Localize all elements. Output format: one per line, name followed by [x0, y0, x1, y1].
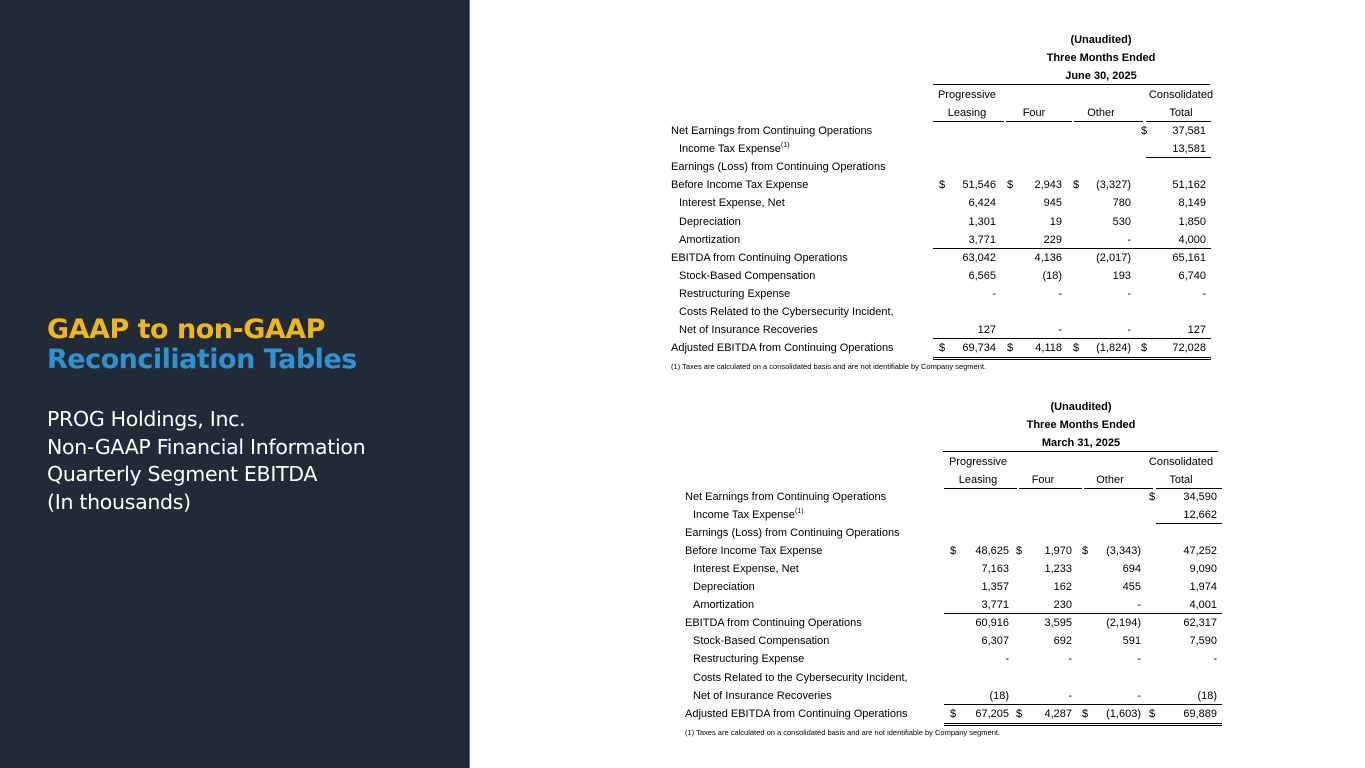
table-cell: 6,307 — [981, 635, 1009, 648]
currency-symbol: $ — [1141, 125, 1148, 137]
row-label: Amortization — [693, 599, 755, 612]
subtotal-rule — [1156, 523, 1222, 524]
table-cell: 37,581 — [1172, 125, 1206, 137]
table-cell: 162 — [1053, 581, 1072, 594]
currency-symbol: $ — [1141, 342, 1148, 355]
subtotal-rule — [944, 613, 1222, 614]
table-cell: (3,327) — [1096, 179, 1131, 192]
row-label: Income Tax Expense — [693, 509, 795, 522]
table-cell: 7,590 — [1189, 635, 1217, 648]
table-cell: 127 — [1187, 324, 1206, 337]
reconciliation-table-q1 — [685, 400, 1245, 760]
table-header-line: (Unaudited) — [1050, 401, 1112, 413]
table-cell: (1,824) — [1096, 342, 1131, 355]
table-cell: 455 — [1122, 581, 1141, 594]
currency-symbol: $ — [1082, 707, 1089, 720]
table-cell: 48,625 — [975, 545, 1009, 558]
table-cell: 69,734 — [962, 342, 996, 355]
column-header: Four — [1022, 107, 1046, 119]
table-cell: 13,581 — [1172, 143, 1206, 156]
report-subtitle: Quarterly Segment EBITDA — [47, 462, 318, 486]
table-cell: 1,233 — [1044, 563, 1072, 576]
table-cell: 51,162 — [1172, 179, 1206, 192]
table-cell: - — [992, 287, 996, 300]
currency-symbol: $ — [950, 545, 957, 558]
subtotal-rule — [944, 704, 1222, 705]
table-footnote: (1) Taxes are calculated on a consolidated basis and are not identifiable by Company segment. — [671, 362, 987, 372]
column-header: Four — [1031, 474, 1055, 486]
table-cell: (18) — [1197, 689, 1217, 702]
table-cell: (2,017) — [1096, 251, 1131, 264]
table-cell: 12,662 — [1183, 509, 1217, 522]
table-cell: (18) — [989, 689, 1009, 702]
table-cell: 127 — [977, 324, 996, 337]
row-label: Depreciation — [679, 215, 741, 228]
table-header-line: (Unaudited) — [1070, 34, 1132, 46]
subtotal-rule — [933, 248, 1211, 249]
table-cell: 2,943 — [1034, 179, 1062, 192]
currency-symbol: $ — [1073, 179, 1080, 192]
title-line-2: Reconciliation Tables — [47, 344, 357, 375]
currency-symbol: $ — [1149, 707, 1156, 720]
table-cell: - — [1202, 287, 1206, 300]
table-cell: - — [1005, 653, 1009, 666]
row-label: Earnings (Loss) from Continuing Operations — [671, 161, 886, 174]
footnote-marker: (1) — [795, 508, 804, 516]
title-line-1: GAAP to non-GAAP — [47, 314, 325, 345]
reconciliation-table-q2 — [671, 33, 1231, 393]
table-cell: - — [1137, 599, 1141, 612]
table-cell: 6,740 — [1178, 269, 1206, 282]
row-label: Interest Expense, Net — [693, 563, 799, 576]
table-cell: (3,343) — [1106, 545, 1141, 558]
table-footnote: (1) Taxes are calculated on a consolidated basis and are not identifiable by Company segment. — [685, 727, 1001, 737]
row-label: Costs Related to the Cybersecurity Incident, — [693, 671, 908, 684]
table-cell: 51,546 — [962, 179, 996, 192]
column-header: Total — [1169, 107, 1193, 119]
row-label: Earnings (Loss) from Continuing Operations — [685, 527, 900, 540]
currency-symbol: $ — [1073, 342, 1080, 355]
table-cell: 8,149 — [1178, 197, 1206, 210]
units-note: (In thousands) — [47, 489, 191, 514]
row-label: Restructuring Expense — [679, 287, 791, 300]
row-label: Adjusted EBITDA from Continuing Operations — [671, 342, 894, 355]
column-header-rule — [933, 121, 1004, 122]
table-cell: - — [1127, 233, 1131, 246]
column-header-rule — [1074, 121, 1143, 122]
column-header: Other — [1096, 474, 1124, 486]
header-rule — [943, 451, 1218, 452]
row-label: Restructuring Expense — [693, 653, 805, 666]
column-header: Leasing — [947, 107, 987, 119]
table-cell: 229 — [1043, 233, 1062, 246]
table-cell: 230 — [1053, 599, 1072, 612]
company-name: PROG Holdings, Inc. — [47, 407, 246, 431]
company-info — [47, 406, 365, 516]
table-cell: 4,136 — [1034, 251, 1062, 264]
table-cell: (1,603) — [1106, 707, 1141, 720]
table-header-line: Three Months Ended — [1046, 52, 1156, 64]
column-header-top: Progressive — [948, 456, 1008, 468]
table-cell: 694 — [1122, 563, 1141, 576]
table-cell: 1,301 — [968, 215, 996, 228]
table-cell: - — [1127, 324, 1131, 337]
column-header-rule — [1146, 121, 1211, 122]
footnote-marker: (1) — [781, 142, 790, 150]
currency-symbol: $ — [1007, 179, 1014, 192]
table-cell: (18) — [1042, 269, 1062, 282]
table-cell: - — [1058, 287, 1062, 300]
column-header-top: Consolidated — [1148, 89, 1214, 101]
table-cell: 3,771 — [968, 233, 996, 246]
table-header-line: Three Months Ended — [1026, 419, 1136, 431]
column-header: Total — [1169, 474, 1193, 486]
table-cell: 1,974 — [1189, 581, 1217, 594]
table-cell: 67,205 — [975, 707, 1009, 720]
currency-symbol: $ — [939, 179, 946, 192]
row-label: Income Tax Expense — [679, 143, 781, 156]
table-cell: - — [1068, 689, 1072, 702]
column-header-top: Progressive — [937, 89, 997, 101]
table-cell: 6,565 — [968, 269, 996, 282]
table-cell: - — [1058, 324, 1062, 337]
row-label: Amortization — [679, 233, 741, 246]
row-label: Net of Insurance Recoveries — [693, 689, 832, 702]
row-label: Interest Expense, Net — [679, 197, 785, 210]
table-cell: 945 — [1043, 197, 1062, 210]
table-cell: 3,595 — [1044, 617, 1072, 630]
column-header-rule — [1006, 121, 1072, 122]
table-cell: 6,424 — [968, 197, 996, 210]
table-cell: - — [1127, 287, 1131, 300]
row-label: Net of Insurance Recoveries — [679, 324, 818, 337]
row-label: EBITDA from Continuing Operations — [685, 617, 862, 630]
table-cell: 4,118 — [1035, 342, 1062, 355]
row-label-sup — [795, 505, 804, 522]
header-rule — [933, 84, 1210, 85]
currency-symbol: $ — [1149, 491, 1156, 503]
currency-symbol: $ — [1016, 545, 1023, 558]
table-cell: 1,970 — [1044, 545, 1072, 558]
table-cell: (2,194) — [1106, 617, 1141, 630]
table-header-line: June 30, 2025 — [1065, 70, 1137, 82]
row-label: Net Earnings from Continuing Operations — [685, 491, 887, 503]
currency-symbol: $ — [1016, 707, 1023, 720]
row-label: Net Earnings from Continuing Operations — [671, 125, 873, 137]
row-label: Depreciation — [693, 581, 755, 594]
table-cell: - — [1068, 653, 1072, 666]
table-cell: - — [1213, 653, 1217, 666]
sidebar-panel — [0, 0, 470, 768]
row-label: Costs Related to the Cybersecurity Incident, — [679, 306, 894, 318]
row-label: Before Income Tax Expense — [671, 179, 809, 192]
table-cell: 60,916 — [975, 617, 1009, 630]
table-cell: 34,590 — [1183, 491, 1217, 503]
subtotal-rule — [1146, 157, 1211, 158]
column-header-rule — [1156, 488, 1222, 489]
row-label: Adjusted EBITDA from Continuing Operations — [685, 707, 908, 720]
currency-symbol: $ — [939, 342, 946, 355]
table-cell: 4,000 — [1178, 233, 1206, 246]
row-label: Stock-Based Compensation — [679, 269, 816, 282]
table-cell: 19 — [1049, 215, 1062, 228]
row-label-sup — [781, 139, 790, 156]
currency-symbol: $ — [950, 707, 957, 720]
table-cell: 4,001 — [1189, 599, 1217, 612]
table-cell: 72,028 — [1172, 342, 1206, 355]
report-name: Non-GAAP Financial Information — [47, 434, 366, 459]
table-cell: 1,357 — [981, 581, 1009, 594]
table-cell: 7,163 — [981, 563, 1009, 576]
table-cell: 692 — [1053, 635, 1072, 648]
table-cell: 530 — [1112, 215, 1131, 228]
table-cell: 4,287 — [1044, 707, 1072, 720]
table-cell: 65,161 — [1172, 251, 1206, 264]
row-label: EBITDA from Continuing Operations — [671, 251, 848, 264]
table-cell: 62,317 — [1183, 617, 1217, 630]
currency-symbol: $ — [1007, 342, 1014, 355]
column-header: Leasing — [958, 474, 998, 486]
table-cell: 63,042 — [962, 251, 996, 264]
table-cell: 591 — [1122, 635, 1141, 648]
table-cell: 3,771 — [981, 599, 1009, 612]
table-cell: 780 — [1112, 197, 1131, 210]
column-header-rule — [944, 488, 1017, 489]
table-header-line: March 31, 2025 — [1041, 437, 1121, 449]
subtotal-rule — [933, 338, 1211, 339]
column-header: Other — [1087, 107, 1115, 119]
table-cell: 193 — [1112, 269, 1131, 282]
column-header-rule — [1084, 488, 1153, 489]
row-label: Stock-Based Compensation — [693, 635, 830, 648]
column-header-rule — [1019, 488, 1082, 489]
table-cell: - — [1137, 689, 1141, 702]
row-label: Before Income Tax Expense — [685, 545, 823, 558]
table-cell: 9,090 — [1189, 563, 1217, 576]
table-cell: 1,850 — [1178, 215, 1206, 228]
table-cell: 47,252 — [1183, 545, 1217, 558]
currency-symbol: $ — [1082, 545, 1089, 558]
table-cell: - — [1137, 653, 1141, 666]
table-cell: 69,889 — [1183, 707, 1217, 720]
column-header-top: Consolidated — [1148, 456, 1214, 468]
